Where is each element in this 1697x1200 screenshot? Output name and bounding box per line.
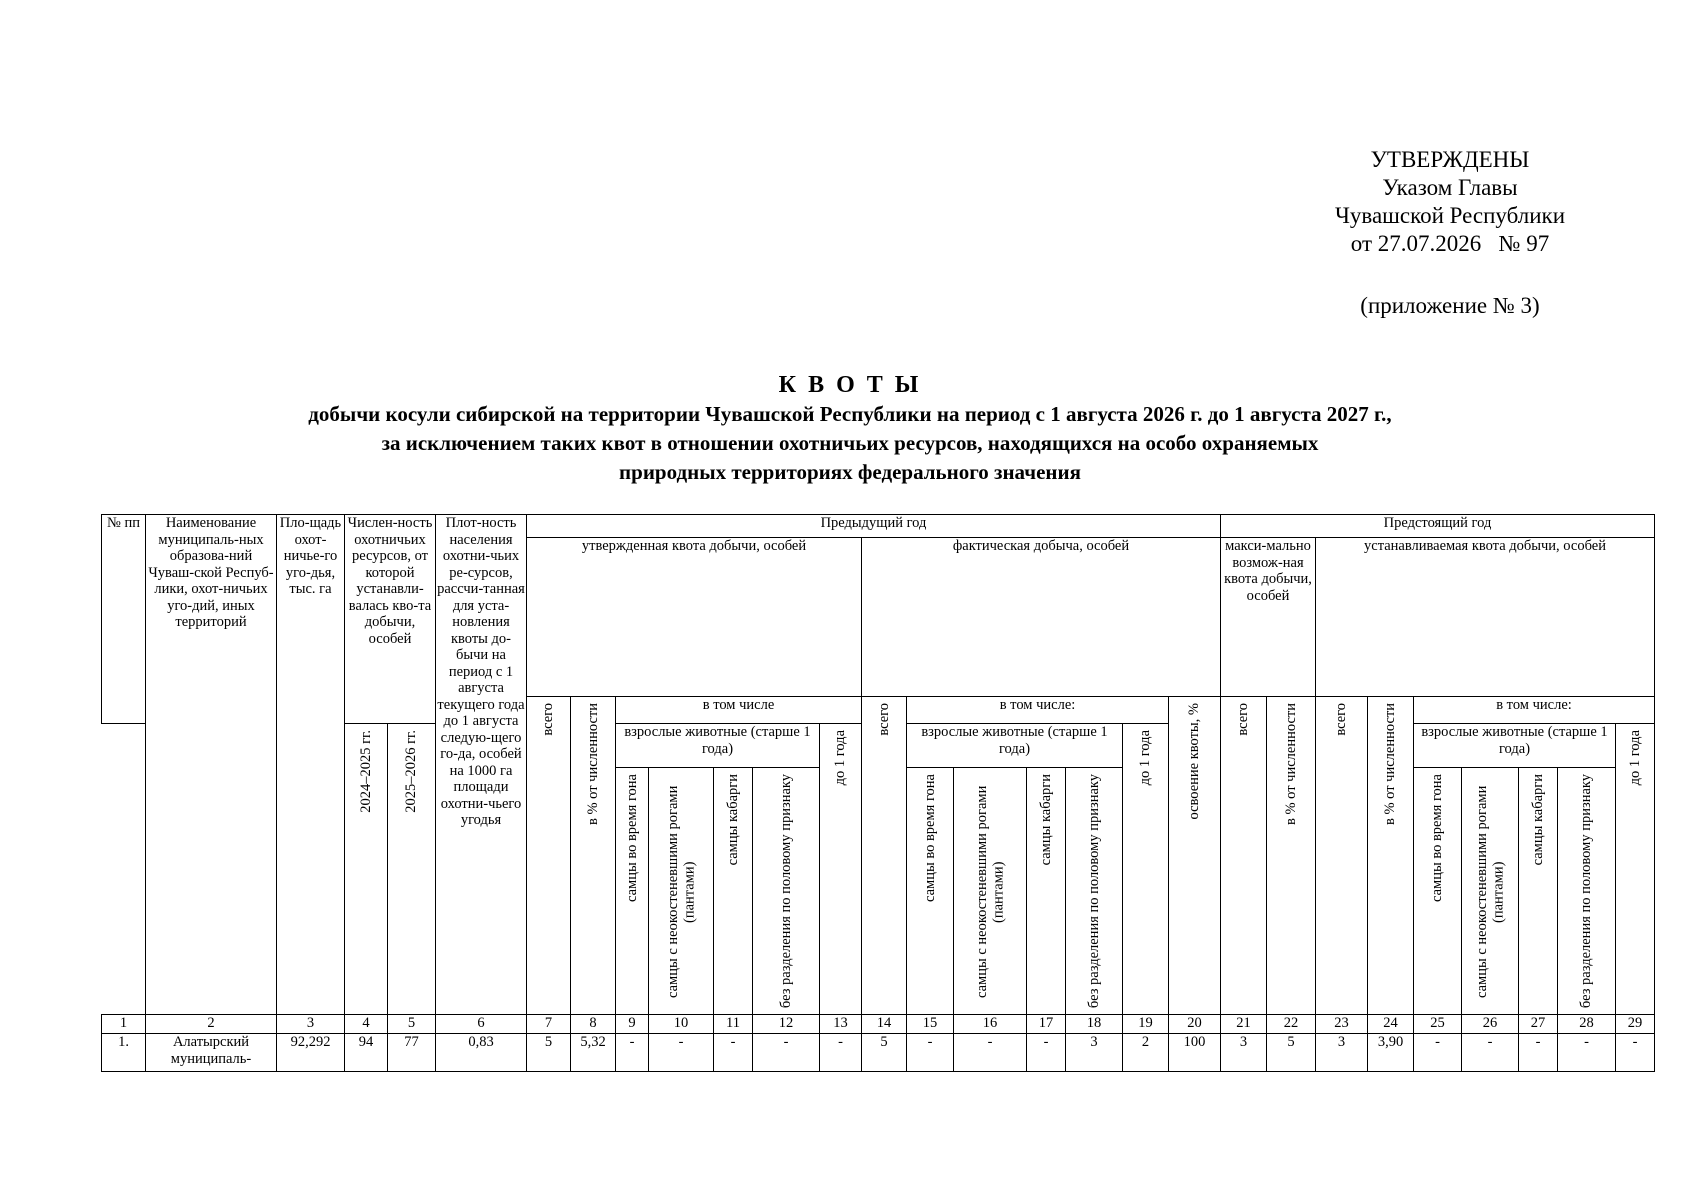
cell-actual-total: 5 (862, 1034, 907, 1072)
header-set-rut: самцы во время гона (1414, 768, 1462, 1015)
row-number: 1. (102, 1034, 146, 1072)
cell-count-2025: 77 (388, 1034, 436, 1072)
cell-approved-percent: 5,32 (571, 1034, 616, 1072)
column-number: 27 (1519, 1015, 1558, 1034)
column-number: 21 (1221, 1015, 1267, 1034)
header-count-2024: 2024–2025 гг. (345, 724, 388, 1015)
column-number: 7 (527, 1015, 571, 1034)
cell-approved-rut: - (616, 1034, 649, 1072)
cell-set-nosex: - (1558, 1034, 1616, 1072)
cell-actual-young: 2 (1123, 1034, 1169, 1072)
approval-line-date-number: от 27.07.2026 № 97 (1350, 231, 1550, 256)
header-actual-young: до 1 года (1123, 724, 1169, 1015)
cell-approved-nosex: - (753, 1034, 820, 1072)
column-number: 15 (907, 1015, 954, 1034)
header-set-adults: взрослые животные (старше 1 года) (1414, 724, 1616, 768)
cell-actual-antlers: - (954, 1034, 1027, 1072)
header-count-2025: 2025–2026 гг. (388, 724, 436, 1015)
header-next-year: Предстоящий год (1221, 515, 1655, 538)
cell-max-total: 3 (1221, 1034, 1267, 1072)
header-set-percent: в % от численности (1368, 697, 1414, 1015)
column-number: 16 (954, 1015, 1027, 1034)
header-approved-total: всего (527, 697, 571, 1015)
header-max-quota: макси-мально возмож-ная квота добычи, особей (1221, 538, 1316, 697)
cell-set-rut: - (1414, 1034, 1462, 1072)
header-set-young: до 1 года (1616, 724, 1655, 1015)
header-set-quota: устанавливаемая квота добычи, особей (1316, 538, 1655, 697)
cell-set-musk: - (1519, 1034, 1558, 1072)
header-actual-nosex: без разделения по половому признаку (1066, 768, 1123, 1015)
column-number: 6 (436, 1015, 527, 1034)
document-title (100, 371, 1600, 487)
column-number: 5 (388, 1015, 436, 1034)
quota-table (101, 514, 1655, 1072)
title-line-1: добычи косули сибирской на территории Чувашской Республики на период с 1 августа 2026 г. до 1 августа 2027 г., (308, 402, 1392, 426)
header-previous-year: Предыдущий год (527, 515, 1221, 538)
column-number: 25 (1414, 1015, 1462, 1034)
column-number: 24 (1368, 1015, 1414, 1034)
header-name: Наименование муниципаль-ных образова-ний Чуваш-ской Респуб-лики, охот-ничьих уго-дий, иных территорий (146, 515, 277, 1015)
cell-set-percent: 3,90 (1368, 1034, 1414, 1072)
header-mastery: освоение квоты, % (1169, 697, 1221, 1015)
header-set-musk: самцы кабарги (1519, 768, 1558, 1015)
row-name: Алатырский муниципаль- (146, 1034, 277, 1072)
header-set-total: всего (1316, 697, 1368, 1015)
column-number: 19 (1123, 1015, 1169, 1034)
header-set-antlers: самцы с неокостеневшими рогами (пантами) (1462, 768, 1519, 1015)
approval-line-republic: Чувашской Республики (1334, 203, 1566, 228)
cell-set-total: 3 (1316, 1034, 1368, 1072)
cell-actual-musk: - (1027, 1034, 1066, 1072)
header-count: Числен-ность охотничьих ресурсов, от которой устанавли-валась кво-та добычи, особей (345, 515, 436, 724)
header-actual-musk: самцы кабарги (1027, 768, 1066, 1015)
approval-line-decree: Указом Главы (1382, 175, 1518, 200)
header-actual-antlers: самцы с неокостеневшими рогами (пантами) (954, 768, 1027, 1015)
header-actual-harvest: фактическая добыча, особей (862, 538, 1221, 697)
header-max-percent: в % от численности (1267, 697, 1316, 1015)
column-number: 28 (1558, 1015, 1616, 1034)
header-approved-antlers: самцы с неокостеневшими рогами (пантами) (649, 768, 714, 1015)
header-approved-rut: самцы во время гона (616, 768, 649, 1015)
cell-actual-nosex: 3 (1066, 1034, 1123, 1072)
cell-count-2024: 94 (345, 1034, 388, 1072)
header-density: Плот-ность населения охотни-чьих ре-сурсов, рассчи-танная для уста-новления квоты до-бычи на период с 1 августа текущего года до 1 августа следую-щего го-да, особей на 1000 га площади охотни-чьего угодья (436, 515, 527, 1015)
cell-mastery: 100 (1169, 1034, 1221, 1072)
header-approved-adults: взрослые животные (старше 1 года) (616, 724, 820, 768)
cell-actual-rut: - (907, 1034, 954, 1072)
header-approved-young: до 1 года (820, 724, 862, 1015)
header-actual-rut: самцы во время гона (907, 768, 954, 1015)
column-number: 13 (820, 1015, 862, 1034)
cell-approved-antlers: - (649, 1034, 714, 1072)
header-approved-incl: в том числе (616, 697, 862, 724)
cell-set-young: - (1616, 1034, 1655, 1072)
column-number: 8 (571, 1015, 616, 1034)
column-number: 17 (1027, 1015, 1066, 1034)
approval-line-approved: УТВЕРЖДЕНЫ (1370, 147, 1530, 172)
header-no: № пп (102, 515, 146, 724)
header-area: Пло-щадь охот-ничье-го уго-дья, тыс. га (277, 515, 345, 1015)
column-number: 2 (146, 1015, 277, 1034)
column-number: 22 (1267, 1015, 1316, 1034)
cell-approved-musk: - (714, 1034, 753, 1072)
cell-approved-young: - (820, 1034, 862, 1072)
header-actual-total: всего (862, 697, 907, 1015)
column-number: 29 (1616, 1015, 1655, 1034)
column-number: 23 (1316, 1015, 1368, 1034)
column-number: 3 (277, 1015, 345, 1034)
cell-density: 0,83 (436, 1034, 527, 1072)
title-line-2: за исключением таких квот в отношении охотничьих ресурсов, находящихся на особо охраняемых (381, 431, 1319, 455)
header-set-nosex: без разделения по половому признаку (1558, 768, 1616, 1015)
header-approved-percent: в % от численности (571, 697, 616, 1015)
title-heading: К В О Т Ы (778, 372, 922, 398)
header-approved-musk: самцы кабарги (714, 768, 753, 1015)
approval-block (1250, 146, 1650, 258)
cell-area: 92,292 (277, 1034, 345, 1072)
header-approved-nosex: без разделения по половому признаку (753, 768, 820, 1015)
column-number: 10 (649, 1015, 714, 1034)
table-row (102, 1034, 1655, 1072)
appendix-label: (приложение № 3) (1360, 293, 1540, 318)
column-number: 9 (616, 1015, 649, 1034)
column-number: 14 (862, 1015, 907, 1034)
title-line-3: природных территориях федерального значения (619, 460, 1081, 484)
cell-approved-total: 5 (527, 1034, 571, 1072)
header-actual-incl: в том числе: (907, 697, 1169, 724)
column-number: 12 (753, 1015, 820, 1034)
header-approved-quota: утвержденная квота добычи, особей (527, 538, 862, 697)
header-max-total: всего (1221, 697, 1267, 1015)
column-number-row (102, 1015, 1655, 1034)
column-number: 20 (1169, 1015, 1221, 1034)
header-no-cont (102, 724, 146, 1015)
column-number: 4 (345, 1015, 388, 1034)
column-number: 26 (1462, 1015, 1519, 1034)
column-number: 11 (714, 1015, 753, 1034)
header-set-incl: в том числе: (1414, 697, 1655, 724)
column-number: 18 (1066, 1015, 1123, 1034)
column-number: 1 (102, 1015, 146, 1034)
cell-set-antlers: - (1462, 1034, 1519, 1072)
header-actual-adults: взрослые животные (старше 1 года) (907, 724, 1123, 768)
cell-max-percent: 5 (1267, 1034, 1316, 1072)
